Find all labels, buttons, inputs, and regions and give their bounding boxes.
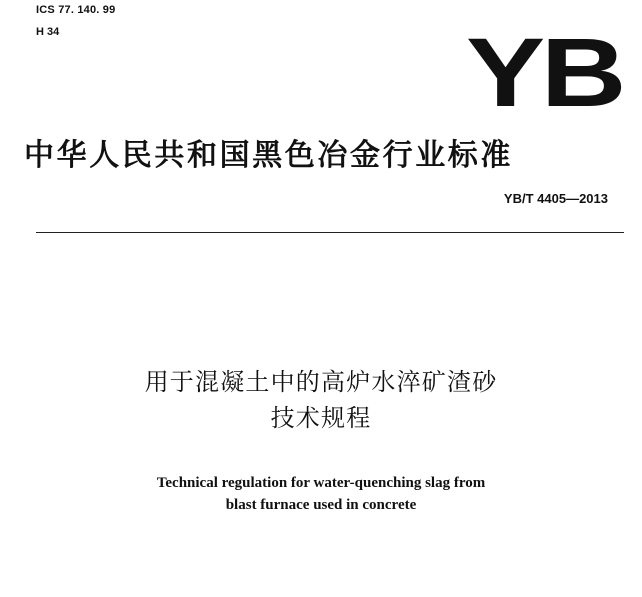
classification-code: H 34 — [36, 26, 60, 38]
industry-standard-title: 中华人民共和国黑色冶金行业标准 — [24, 138, 513, 173]
english-title-line-1: Technical regulation for water-quenching slag from — [156, 475, 486, 491]
document-title-line-2: 技术规程 — [270, 404, 372, 432]
document-title-line-1: 用于混凝土中的高炉水淬矿渣砂 — [144, 368, 498, 396]
english-title — [0, 472, 642, 516]
standard-number: YB/T 4405—2013 — [503, 191, 608, 206]
document-title — [0, 364, 642, 436]
ics-code: ICS 77. 140. 99 — [36, 4, 116, 16]
english-title-line-2: blast furnace used in concrete — [225, 497, 417, 513]
header-divider — [36, 232, 624, 233]
yb-logo: YB — [466, 18, 622, 128]
